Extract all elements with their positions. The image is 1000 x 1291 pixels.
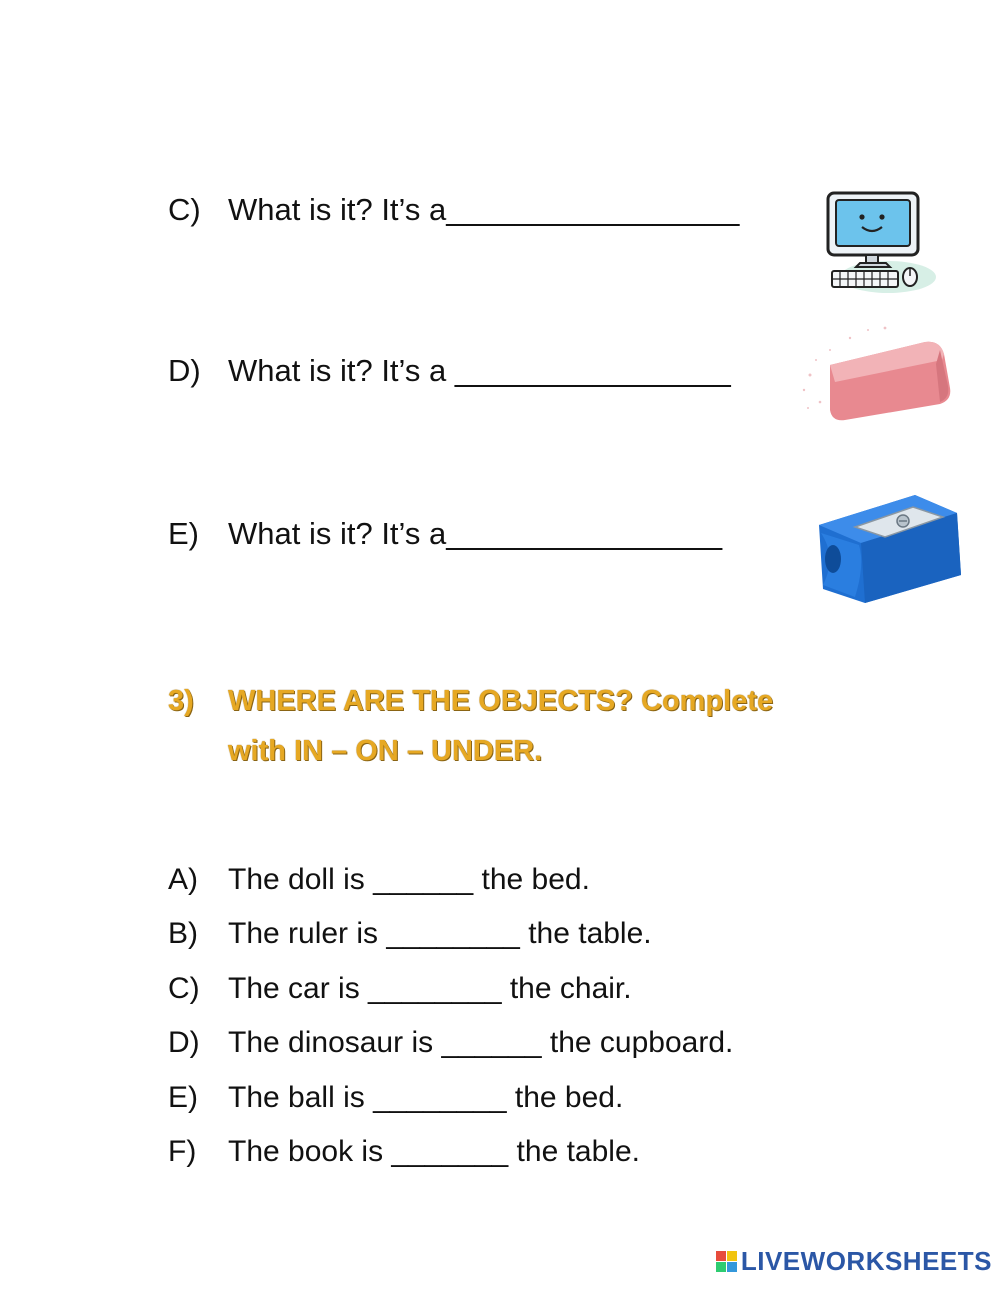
item-label: A) bbox=[168, 863, 198, 896]
sentence-list bbox=[168, 853, 733, 1179]
list-item bbox=[168, 1016, 733, 1070]
liveworksheets-logo bbox=[716, 1246, 992, 1277]
brand-name: LIVEWORKSHEETS bbox=[740, 1246, 992, 1276]
list-item bbox=[168, 1125, 733, 1179]
sharpener-icon bbox=[815, 485, 965, 605]
question-text: What is it? It’s a_________________ bbox=[228, 192, 740, 227]
question-text: What is it? It’s a________________ bbox=[228, 516, 723, 551]
section-heading-line2: with IN – ON – UNDER. bbox=[228, 735, 543, 767]
item-text: The ruler is ________ the table. bbox=[228, 917, 652, 951]
item-label: B) bbox=[168, 917, 198, 951]
list-item bbox=[168, 962, 733, 1016]
list-item bbox=[168, 907, 733, 961]
eraser-icon bbox=[790, 320, 960, 430]
item-label: D) bbox=[168, 1026, 200, 1060]
item-text: The book is _______ the table. bbox=[228, 1135, 640, 1169]
item-text: The ball is ________ the bed. bbox=[228, 1080, 624, 1114]
item-label: E) bbox=[168, 1080, 198, 1114]
item-text: The car is ________ the chair. bbox=[228, 971, 632, 1005]
section-heading bbox=[168, 676, 773, 776]
item-label: C) bbox=[168, 971, 200, 1005]
logo-tiles-icon bbox=[716, 1251, 737, 1272]
computer-icon bbox=[810, 185, 940, 300]
question-label: E) bbox=[168, 516, 199, 551]
item-label: F) bbox=[168, 1135, 197, 1169]
section-heading-line1: WHERE ARE THE OBJECTS? Complete bbox=[228, 685, 774, 717]
question-e bbox=[168, 514, 722, 554]
question-d bbox=[168, 351, 731, 391]
section-number: 3) bbox=[168, 685, 194, 717]
list-item bbox=[168, 1071, 733, 1125]
question-label: C) bbox=[168, 192, 201, 227]
item-text: The doll is ______ the bed. bbox=[228, 863, 590, 896]
question-c bbox=[168, 190, 739, 230]
item-text: The dinosaur is ______ the cupboard. bbox=[228, 1026, 734, 1060]
list-item bbox=[168, 853, 733, 907]
question-text: What is it? It’s a ________________ bbox=[228, 353, 731, 388]
question-label: D) bbox=[168, 353, 201, 388]
